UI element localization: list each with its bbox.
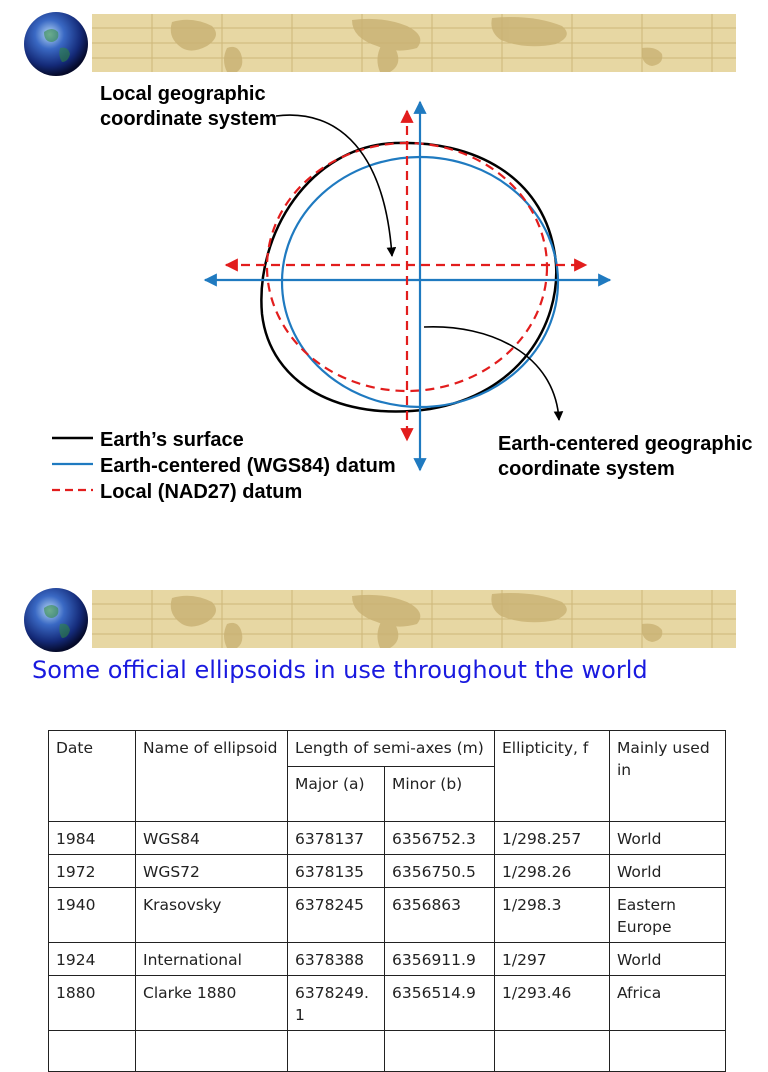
center-system-label-line1: Earth-centered geographic bbox=[498, 433, 753, 455]
cell-name: International bbox=[136, 943, 288, 976]
cell-used: World bbox=[610, 822, 726, 855]
cell-minor: 6356863 bbox=[385, 888, 495, 943]
cell-major: 6378245 bbox=[288, 888, 385, 943]
cell-used: World bbox=[610, 855, 726, 888]
table-row bbox=[49, 943, 726, 976]
table-row bbox=[49, 855, 726, 888]
legend-label-nad27: Local (NAD27) datum bbox=[100, 481, 303, 503]
diagram-legend bbox=[52, 429, 396, 503]
cell-date: 1880 bbox=[49, 976, 136, 1031]
table-row bbox=[49, 976, 726, 1031]
legend-label-wgs84: Earth-centered (WGS84) datum bbox=[100, 455, 396, 477]
cell-date: 1924 bbox=[49, 943, 136, 976]
cell-date: 1940 bbox=[49, 888, 136, 943]
col-header-minor: Minor (b) bbox=[385, 767, 495, 822]
cell-name: Krasovsky bbox=[136, 888, 288, 943]
cell-used: World bbox=[610, 943, 726, 976]
table-row bbox=[49, 888, 726, 943]
legend-label-surface: Earth’s surface bbox=[100, 429, 244, 451]
cell-minor: 6356911.9 bbox=[385, 943, 495, 976]
table-row bbox=[49, 1031, 726, 1072]
cell-name: WGS84 bbox=[136, 822, 288, 855]
col-header-semi-axes: Length of semi-axes (m) bbox=[288, 731, 495, 767]
cell-major: 6378388 bbox=[288, 943, 385, 976]
cell-date: 1972 bbox=[49, 855, 136, 888]
table-header-row bbox=[49, 731, 726, 767]
world-map-banner bbox=[22, 584, 736, 664]
earth-surface-curve bbox=[261, 143, 556, 412]
cell-name: WGS72 bbox=[136, 855, 288, 888]
col-header-major: Major (a) bbox=[288, 767, 385, 822]
cell-ellipticity: 1/298.257 bbox=[495, 822, 610, 855]
cell-ellipticity: 1/298.26 bbox=[495, 855, 610, 888]
col-header-ellipticity: Ellipticity, f bbox=[495, 731, 610, 822]
center-system-label-line2: coordinate system bbox=[498, 458, 675, 480]
cell-minor: 6356750.5 bbox=[385, 855, 495, 888]
header-banner-bottom bbox=[22, 584, 736, 664]
header-banner-top bbox=[22, 8, 736, 88]
globe-icon bbox=[24, 12, 88, 76]
col-header-date: Date bbox=[49, 731, 136, 822]
cell-major: 6378135 bbox=[288, 855, 385, 888]
section-title: Some official ellipsoids in use throughout the world bbox=[32, 656, 648, 684]
cell-used: Eastern Europe bbox=[610, 888, 726, 943]
cell-ellipticity: 1/297 bbox=[495, 943, 610, 976]
globe-icon bbox=[24, 588, 88, 652]
cell-used: Africa bbox=[610, 976, 726, 1031]
cell-date: 1984 bbox=[49, 822, 136, 855]
cell-ellipticity: 1/293.46 bbox=[495, 976, 610, 1031]
cell-major: 6378249. 1 bbox=[288, 976, 385, 1031]
local-system-label-line1: Local geographic bbox=[100, 84, 266, 105]
cell-ellipticity: 1/298.3 bbox=[495, 888, 610, 943]
world-map-banner bbox=[22, 8, 736, 88]
cell-major: 6378137 bbox=[288, 822, 385, 855]
cell-name: Clarke 1880 bbox=[136, 976, 288, 1031]
cell-minor: 6356514.9 bbox=[385, 976, 495, 1031]
datum-diagram bbox=[0, 84, 768, 524]
col-header-name: Name of ellipsoid bbox=[136, 731, 288, 822]
cell-minor: 6356752.3 bbox=[385, 822, 495, 855]
ellipsoid-table bbox=[48, 730, 726, 1072]
local-system-label-line2: coordinate system bbox=[100, 108, 277, 130]
table-row bbox=[49, 822, 726, 855]
col-header-used: Mainly used in bbox=[610, 731, 726, 822]
